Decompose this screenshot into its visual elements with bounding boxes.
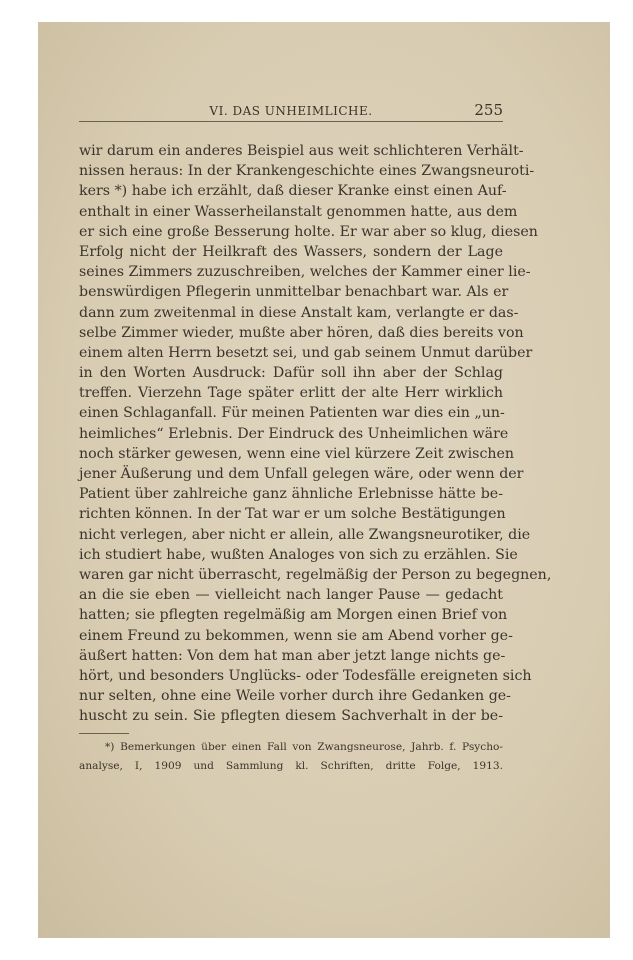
text-line: huscht zu sein. Sie pflegten diesem Sachverhalt in der be-: [79, 708, 503, 725]
text-line: heimliches“ Erlebnis. Der Eindruck des Unheimlichen wäre: [79, 425, 509, 442]
text-line: nicht verlegen, aber nicht er allein, alle Zwangsneurotiker, die: [79, 526, 531, 543]
page-header: [79, 101, 503, 121]
footnote: [79, 738, 503, 776]
text-line: seines Zimmers zuzuschreiben, welches der Kammer einer lie-: [79, 264, 531, 281]
text-line: Patient über zahlreiche ganz ähnliche Erlebnisse hätte be-: [79, 486, 503, 503]
body-text: [79, 141, 552, 726]
text-line: treffen. Vierzehn Tage später erlitt der alte Herr wirklich: [79, 385, 503, 402]
text-line: er sich eine große Besserung holte. Er war aber so klug, diesen: [79, 223, 538, 240]
text-line: wir darum ein anderes Beispiel aus weit schlichteren Verhält-: [79, 143, 524, 159]
text-line: noch stärker gewesen, wenn eine viel kürzere Zeit zwischen: [79, 445, 515, 462]
text-line: in den Worten Ausdruck: Dafür soll ihn aber der Schlag: [79, 365, 503, 382]
text-line: Erfolg nicht der Heilkraft des Wassers, sondern der Lage: [79, 243, 503, 260]
text-line: richten können. In der Tat war er um solche Bestätigungen: [79, 506, 506, 523]
text-line: an die sie eben — vielleicht nach langer Pause — gedacht: [79, 587, 503, 604]
text-line: hatten; sie pflegten regelmäßig am Morgen einen Brief von: [79, 607, 508, 624]
text-line: benswürdigen Pflegerin unmittelbar benachbart war. Als er: [79, 284, 509, 301]
text-line: einem Freund zu bekommen, wenn sie am Abend vorher ge-: [79, 627, 513, 644]
text-line: nur selten, ohne eine Weile vorher durch ihre Gedanken ge-: [79, 688, 511, 705]
text-line: selbe Zimmer wieder, mußte aber hören, daß dies bereits von: [79, 324, 524, 341]
text-line: äußert hatten: Von dem hat man aber jetzt lange nichts ge-: [79, 647, 506, 664]
header-rule: [79, 121, 503, 122]
text-line: einem alten Herrn besetzt sei, und gab seinem Unmut darüber: [79, 344, 533, 361]
footnote-rule: [79, 733, 129, 734]
page-number: 255: [474, 101, 503, 119]
footnote-line: analyse, I, 1909 und Sammlung kl. Schriften, dritte Folge, 1913.: [79, 760, 503, 772]
text-line: dann zum zweitenmal in diese Anstalt kam, verlangte er das-: [79, 304, 519, 321]
text-line: enthalt in einer Wasserheilanstalt genommen hatte, aus dem: [79, 203, 518, 220]
text-line: ich studiert habe, wußten Analoges von sich zu erzählen. Sie: [79, 546, 518, 563]
text-line: jener Äußerung und dem Unfall gelegen wäre, oder wenn der: [79, 466, 524, 482]
text-line: kers *) habe ich erzählt, daß dieser Kranke einst einen Auf-: [79, 183, 507, 200]
text-line: hört, und besonders Unglücks- oder Todesfälle ereigneten sich: [79, 667, 532, 684]
text-line: waren gar nicht überrascht, regelmäßig der Person zu begegnen,: [79, 566, 552, 583]
text-line: nissen heraus: In der Krankengeschichte eines Zwangsneuroti-: [79, 163, 535, 180]
text-line: einen Schlaganfall. Für meinen Patienten war dies ein „un-: [79, 405, 505, 422]
footnote-line: *) Bemerkungen über einen Fall von Zwangsneurose, Jahrb. f. Psycho-: [105, 741, 503, 753]
running-title: VI. DAS UNHEIMLICHE.: [209, 104, 373, 118]
